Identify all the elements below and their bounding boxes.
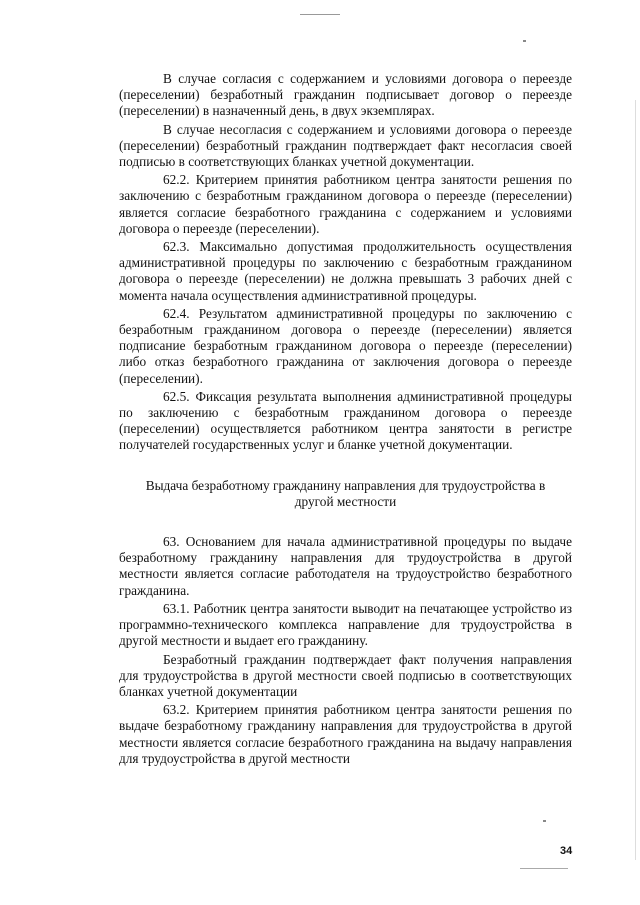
scan-artifact-top (300, 14, 340, 15)
paragraph: 62.2. Критерием принятия работником центра занятости решения по заключению с безработным гражданином договора о переезде (переселении) является согласие безработного гражданина с содержанием и условиями договора о переезде (переселении). (119, 172, 572, 236)
paragraph: 62.4. Результатом административной процедуры по заключению с безработным гражданином договора о переезде (переселении) является подписание безработным гражданином договора о переезде (переселении) либо отказ безработного гражданина от заключения договора о переезде (переселении). (119, 305, 572, 386)
paragraph: 62.5. Фиксация результата выполнения административной процедуры по заключению с безработным гражданином договора о переезде (переселении) осуществляется работником центра занятости в регистре получателей государственных услуг и бланке учетной документации. (119, 388, 572, 453)
bottom-rule (520, 868, 568, 869)
section-heading (119, 478, 572, 510)
paragraph: 62.3. Максимально допустимая продолжительность осуществления административной процедуры по заключению с безработным гражданином договора о переезде (переселении) не должна превышать 3 рабочих дней с момента начала осуществления административной процедуры. (119, 239, 572, 303)
scan-speck (543, 820, 546, 822)
paragraph: 63.1. Работник центра занятости выводит на печатающее устройство из программно-технического комплекса направление для трудоустройства в другой местности и выдает его гражданину. (119, 600, 572, 649)
paragraph: Безработный гражданин подтверждает факт получения направления для трудоустройства в другой местности своей подписью в соответствующих бланках учетной документации (119, 651, 572, 699)
section-heading-line: другой местности (294, 493, 397, 509)
scan-speck (523, 40, 526, 42)
paragraph: 63.2. Критерием принятия работником центра занятости решения по выдаче безработному гражданину направления для трудоустройства в другой местности является согласие безработного гражданина на выдачу направления для трудоустройства в другой местности (119, 702, 572, 766)
section-heading-line: Выдача безработному гражданину направления для трудоустройства в (145, 477, 546, 493)
scan-artifact-right (635, 100, 636, 860)
page-number: 34 (560, 845, 573, 857)
paragraph: В случае несогласия с содержанием и условиями договора о переезде (переселении) безработный гражданин подтверждает факт несогласия своей подписью в соответствующих бланках учетной документации. (119, 121, 572, 170)
document-body (119, 71, 572, 767)
paragraph: 63. Основанием для начала административной процедуры по выдаче безработному гражданину направления для трудоустройства в другой местности является согласие работодателя на трудоустройство безработного гражданина. (119, 534, 572, 598)
paragraph: В случае согласия с содержанием и условиями договора о переезде (переселении) безработный гражданин подписывает договор о переезде (переселении) в назначенный день, в двух экземплярах. (119, 71, 572, 119)
